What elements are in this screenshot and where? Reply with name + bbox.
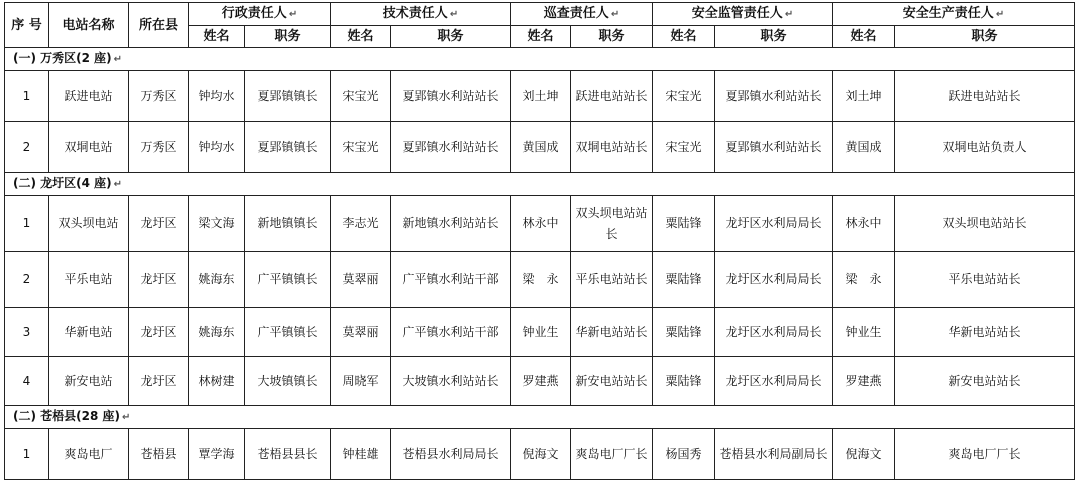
cell-tech-post: 大坡镇水利站站长 bbox=[391, 357, 511, 406]
cell-patrol-name: 倪海文 bbox=[511, 429, 571, 480]
cell-county: 龙圩区 bbox=[129, 196, 189, 252]
header-post: 职务 bbox=[245, 26, 331, 48]
header-name: 姓名 bbox=[511, 26, 571, 48]
cell-tech-name: 莫翠丽 bbox=[331, 308, 391, 357]
cell-prod-name: 林永中 bbox=[833, 196, 895, 252]
cell-sup-name: 宋宝光 bbox=[653, 122, 715, 173]
table-row bbox=[5, 429, 1075, 480]
cell-admin-name: 姚海东 bbox=[189, 308, 245, 357]
cell-county: 龙圩区 bbox=[129, 252, 189, 308]
cell-prod-post: 爽岛电厂厂长 bbox=[895, 429, 1075, 480]
cell-tech-post: 广平镇水利站干部 bbox=[391, 252, 511, 308]
cell-seq: 1 bbox=[5, 71, 49, 122]
cell-tech-name: 周晓军 bbox=[331, 357, 391, 406]
cell-admin-name: 姚海东 bbox=[189, 252, 245, 308]
cell-admin-post: 苍梧县县长 bbox=[245, 429, 331, 480]
cell-seq: 2 bbox=[5, 252, 49, 308]
cell-station: 双头坝电站 bbox=[49, 196, 129, 252]
cell-patrol-post: 新安电站站长 bbox=[571, 357, 653, 406]
cell-patrol-name: 钟业生 bbox=[511, 308, 571, 357]
section-row bbox=[5, 173, 1075, 196]
cell-patrol-name: 罗建燕 bbox=[511, 357, 571, 406]
header-group-patrol: 巡查责任人 ↵ bbox=[511, 3, 653, 26]
cell-admin-name: 钟均水 bbox=[189, 122, 245, 173]
cell-patrol-post: 双垌电站站长 bbox=[571, 122, 653, 173]
cell-tech-name: 李志光 bbox=[331, 196, 391, 252]
section-title: (二) 苍梧县(28 座) ↵ bbox=[5, 406, 1075, 429]
cell-sup-name: 粟陆锋 bbox=[653, 252, 715, 308]
cell-patrol-name: 刘土坤 bbox=[511, 71, 571, 122]
cell-patrol-name: 梁 永 bbox=[511, 252, 571, 308]
cell-sup-post: 夏郢镇水利站站长 bbox=[715, 71, 833, 122]
cell-admin-name: 林树建 bbox=[189, 357, 245, 406]
cell-admin-name: 梁文海 bbox=[189, 196, 245, 252]
cell-sup-name: 宋宝光 bbox=[653, 71, 715, 122]
cell-county: 苍梧县 bbox=[129, 429, 189, 480]
cell-tech-post: 夏郢镇水利站站长 bbox=[391, 122, 511, 173]
cell-sup-post: 龙圩区水利局局长 bbox=[715, 357, 833, 406]
header-post: 职务 bbox=[895, 26, 1075, 48]
cell-sup-post: 龙圩区水利局局长 bbox=[715, 252, 833, 308]
cell-station: 跃进电站 bbox=[49, 71, 129, 122]
cell-prod-name: 倪海文 bbox=[833, 429, 895, 480]
cell-admin-post: 广平镇镇长 bbox=[245, 308, 331, 357]
cell-station: 平乐电站 bbox=[49, 252, 129, 308]
cell-sup-post: 苍梧县水利局副局长 bbox=[715, 429, 833, 480]
responsibility-table-page bbox=[4, 2, 1074, 486]
cell-admin-post: 夏郢镇镇长 bbox=[245, 71, 331, 122]
section-title: (一) 万秀区(2 座) ↵ bbox=[5, 48, 1075, 71]
header-station: 电站名称 bbox=[49, 3, 129, 48]
table-row bbox=[5, 308, 1075, 357]
cell-admin-name: 钟均水 bbox=[189, 71, 245, 122]
cell-patrol-post: 跃进电站站长 bbox=[571, 71, 653, 122]
cell-prod-name: 黄国成 bbox=[833, 122, 895, 173]
table-row bbox=[5, 252, 1075, 308]
cell-seq: 1 bbox=[5, 429, 49, 480]
header-group-tech: 技术责任人 ↵ bbox=[331, 3, 511, 26]
cell-admin-post: 大坡镇镇长 bbox=[245, 357, 331, 406]
cell-prod-post: 华新电站站长 bbox=[895, 308, 1075, 357]
cell-admin-name: 覃学海 bbox=[189, 429, 245, 480]
header-post: 职务 bbox=[391, 26, 511, 48]
table-row bbox=[5, 357, 1075, 406]
cell-patrol-name: 林永中 bbox=[511, 196, 571, 252]
header-name: 姓名 bbox=[653, 26, 715, 48]
table-row bbox=[5, 71, 1075, 122]
cell-county: 龙圩区 bbox=[129, 357, 189, 406]
header-group-supervision: 安全监管责任人 ↵ bbox=[653, 3, 833, 26]
cell-prod-post: 双头坝电站站长 bbox=[895, 196, 1075, 252]
cell-station: 华新电站 bbox=[49, 308, 129, 357]
cell-admin-post: 广平镇镇长 bbox=[245, 252, 331, 308]
cell-patrol-post: 华新电站站长 bbox=[571, 308, 653, 357]
cell-sup-post: 龙圩区水利局局长 bbox=[715, 196, 833, 252]
header-post: 职务 bbox=[715, 26, 833, 48]
cell-sup-name: 粟陆锋 bbox=[653, 308, 715, 357]
cell-prod-post: 平乐电站站长 bbox=[895, 252, 1075, 308]
cell-sup-name: 粟陆锋 bbox=[653, 357, 715, 406]
cell-sup-post: 龙圩区水利局局长 bbox=[715, 308, 833, 357]
cell-patrol-post: 爽岛电厂厂长 bbox=[571, 429, 653, 480]
cell-tech-post: 新地镇水利站站长 bbox=[391, 196, 511, 252]
cell-seq: 1 bbox=[5, 196, 49, 252]
header-seq: 序 号 bbox=[5, 3, 49, 48]
cell-patrol-post: 平乐电站站长 bbox=[571, 252, 653, 308]
cell-tech-post: 夏郢镇水利站站长 bbox=[391, 71, 511, 122]
header-name: 姓名 bbox=[189, 26, 245, 48]
cell-tech-post: 广平镇水利站干部 bbox=[391, 308, 511, 357]
cell-sup-post: 夏郢镇水利站站长 bbox=[715, 122, 833, 173]
cell-sup-name: 杨国秀 bbox=[653, 429, 715, 480]
cell-tech-name: 宋宝光 bbox=[331, 122, 391, 173]
cell-sup-name: 粟陆锋 bbox=[653, 196, 715, 252]
cell-prod-name: 梁 永 bbox=[833, 252, 895, 308]
cell-county: 万秀区 bbox=[129, 71, 189, 122]
cell-prod-post: 双垌电站负责人 bbox=[895, 122, 1075, 173]
responsibility-table bbox=[4, 2, 1075, 480]
cell-admin-post: 夏郢镇镇长 bbox=[245, 122, 331, 173]
header-row-1 bbox=[5, 3, 1075, 26]
table-row bbox=[5, 122, 1075, 173]
cell-prod-post: 跃进电站站长 bbox=[895, 71, 1075, 122]
cell-station: 双垌电站 bbox=[49, 122, 129, 173]
cell-admin-post: 新地镇镇长 bbox=[245, 196, 331, 252]
cell-tech-name: 宋宝光 bbox=[331, 71, 391, 122]
header-name: 姓名 bbox=[331, 26, 391, 48]
cell-tech-name: 莫翠丽 bbox=[331, 252, 391, 308]
cell-patrol-post: 双头坝电站站长 bbox=[571, 196, 653, 252]
cell-seq: 4 bbox=[5, 357, 49, 406]
cell-station: 爽岛电厂 bbox=[49, 429, 129, 480]
header-group-admin: 行政责任人 ↵ bbox=[189, 3, 331, 26]
section-row bbox=[5, 48, 1075, 71]
cell-county: 万秀区 bbox=[129, 122, 189, 173]
cell-prod-name: 刘土坤 bbox=[833, 71, 895, 122]
header-name: 姓名 bbox=[833, 26, 895, 48]
header-post: 职务 bbox=[571, 26, 653, 48]
cell-prod-post: 新安电站站长 bbox=[895, 357, 1075, 406]
table-row bbox=[5, 196, 1075, 252]
cell-seq: 2 bbox=[5, 122, 49, 173]
header-county: 所在县 bbox=[129, 3, 189, 48]
cell-patrol-name: 黄国成 bbox=[511, 122, 571, 173]
section-row bbox=[5, 406, 1075, 429]
cell-tech-name: 钟桂雄 bbox=[331, 429, 391, 480]
section-title: (二) 龙圩区(4 座) ↵ bbox=[5, 173, 1075, 196]
cell-county: 龙圩区 bbox=[129, 308, 189, 357]
cell-seq: 3 bbox=[5, 308, 49, 357]
cell-prod-name: 钟业生 bbox=[833, 308, 895, 357]
header-group-production: 安全生产责任人 ↵ bbox=[833, 3, 1075, 26]
cell-prod-name: 罗建燕 bbox=[833, 357, 895, 406]
cell-tech-post: 苍梧县水利局局长 bbox=[391, 429, 511, 480]
cell-station: 新安电站 bbox=[49, 357, 129, 406]
